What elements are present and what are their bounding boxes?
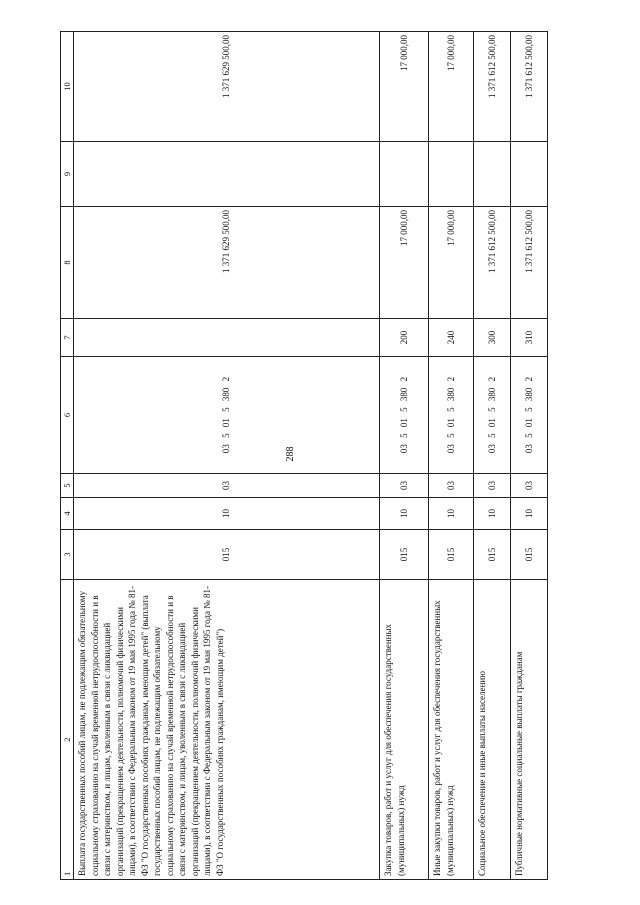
row-col-4: 10 — [380, 498, 429, 530]
table-row — [380, 32, 429, 880]
row-name: Публичные нормативные социальные выплаты гражданам — [511, 580, 548, 880]
row-col-10: 1 371 629 500,00 — [74, 32, 380, 142]
row-col-9 — [429, 142, 474, 207]
row-col-9 — [74, 142, 380, 207]
row-col-10: 1 371 612 500,00 — [511, 32, 548, 142]
row-col-7: 310 — [511, 319, 548, 357]
row-col-3: 015 — [429, 530, 474, 580]
row-col-7: 200 — [380, 319, 429, 357]
row-col-4: 10 — [474, 498, 511, 530]
row-col-6: 03 5 01 5 380 2 — [474, 357, 511, 474]
row-name: Закупка товаров, работ и услуг для обеспечения государственных (муниципальных) нужд — [380, 580, 429, 880]
budget-table-sheet — [60, 32, 534, 880]
row-col-5: 03 — [429, 474, 474, 498]
header-col-7: 7 — [61, 319, 74, 357]
row-col-8: 17 000,00 — [429, 207, 474, 319]
row-col-10: 17 000,00 — [380, 32, 429, 142]
row-col-4: 10 — [74, 498, 380, 530]
row-col-7: 300 — [474, 319, 511, 357]
header-row — [61, 32, 74, 880]
row-col-5: 03 — [474, 474, 511, 498]
row-col-3: 015 — [74, 530, 380, 580]
row-col-9 — [380, 142, 429, 207]
table-row — [511, 32, 548, 880]
row-col-3: 015 — [511, 530, 548, 580]
table-row — [474, 32, 511, 880]
row-col-7: 240 — [429, 319, 474, 357]
row-col-6: 03 5 01 5 380 2 — [511, 357, 548, 474]
row-col-9 — [511, 142, 548, 207]
row-col-3: 015 — [380, 530, 429, 580]
header-col-8: 8 — [61, 207, 74, 319]
header-col-2-label: 2 — [61, 737, 72, 742]
row-col-5: 03 — [380, 474, 429, 498]
budget-table — [60, 31, 548, 880]
table-row — [74, 32, 380, 880]
table-row — [429, 32, 474, 880]
row-col-9 — [474, 142, 511, 207]
row-col-5: 03 — [511, 474, 548, 498]
header-col-10: 10 — [61, 32, 74, 142]
row-col-5: 03 — [74, 474, 380, 498]
row-name: Выплата государственных пособий лицам, не подлежащим обязательному социальному страхованию на случай временной нетрудоспособности и в связи с материнством, и лицам, уволенным в связи с ликвидацией организаций (прекращением деятельности, полномочий физическими лицами), в соответствии с Федеральным законом от 19 мая 1995 года № 81-ФЗ "О государственных пособиях гражданам, имеющим детей" (выплата государственных пособий лицам, не подлежащим обязательному социальному страхованию на случай временной нетрудоспособности и в связи с материнством, и лицам, уволенным в связи с ликвидацией организаций (прекращением деятельности, полномочий физическими лицами), в соответствии с Федеральным законом от 19 мая 1995 года № 81-ФЗ "О государственных пособиях гражданам, имеющим детей") — [74, 580, 380, 880]
header-col-6: 6 — [61, 357, 74, 474]
row-col-10: 17 000,00 — [429, 32, 474, 142]
row-col-6: 03 5 01 5 380 2 — [74, 357, 380, 474]
row-col-4: 10 — [511, 498, 548, 530]
row-col-8: 1 371 612 500,00 — [511, 207, 548, 319]
row-col-4: 10 — [429, 498, 474, 530]
header-col-5: 5 — [61, 474, 74, 498]
row-col-8: 1 371 612 500,00 — [474, 207, 511, 319]
row-col-6: 03 5 01 5 380 2 — [380, 357, 429, 474]
header-col-9: 9 — [61, 142, 74, 207]
row-col-3: 015 — [474, 530, 511, 580]
header-col-4: 4 — [61, 498, 74, 530]
row-col-6: 03 5 01 5 380 2 — [429, 357, 474, 474]
row-col-8: 17 000,00 — [380, 207, 429, 319]
row-name: Социальное обеспечение и иные выплаты населению — [474, 580, 511, 880]
header-col-1-label: 1 — [61, 871, 72, 876]
row-col-8: 1 371 629 500,00 — [74, 207, 380, 319]
row-name: Иные закупки товаров, работ и услуг для обеспечения государственных (муниципальных) нужд — [429, 580, 474, 880]
header-col-2 — [61, 580, 74, 880]
page-number: 288 — [285, 446, 296, 462]
header-col-3: 3 — [61, 530, 74, 580]
row-col-7 — [74, 319, 380, 357]
row-col-10: 1 371 612 500,00 — [474, 32, 511, 142]
